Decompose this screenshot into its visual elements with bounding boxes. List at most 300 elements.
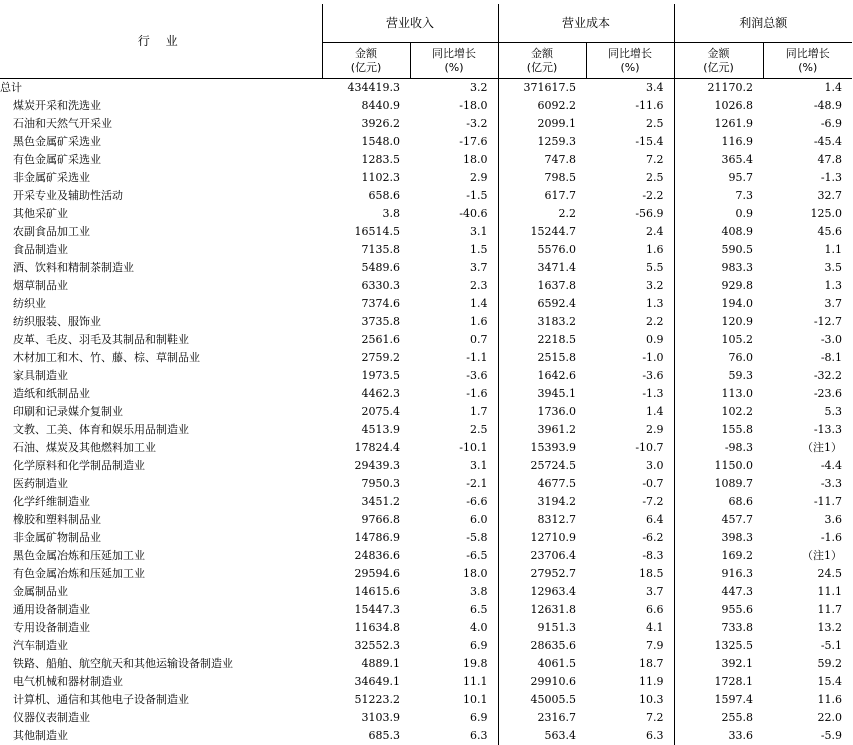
cost-growth-cell: -7.2 xyxy=(586,493,674,511)
table-row xyxy=(0,511,852,529)
profit-amount-cell: 457.7 xyxy=(721,513,754,526)
cost-amount-cell: 2099.1 xyxy=(537,117,577,130)
growth-label: 同比增长 xyxy=(432,46,476,60)
cost-growth-cell: 3.4 xyxy=(586,79,674,97)
industry-name-cell: 橡胶和塑料制品业 xyxy=(13,513,101,526)
profit-growth-cell: （注1） xyxy=(802,441,843,454)
revenue-amount-cell: 7135.8 xyxy=(361,243,400,256)
revenue-amount-cell: 434419.3 xyxy=(347,81,400,95)
revenue-growth-cell: -2.1 xyxy=(410,475,498,493)
cost-amount-cell: 3961.2 xyxy=(537,423,577,436)
revenue-amount-cell: 2075.4 xyxy=(361,405,400,418)
industry-name-cell: 非金属矿物制品业 xyxy=(13,531,101,544)
table-row xyxy=(0,565,852,583)
profit-growth-cell: -4.4 xyxy=(820,459,843,472)
revenue-amount-cell: 15447.3 xyxy=(354,603,400,616)
cost-amount-cell: 28635.6 xyxy=(530,639,577,652)
cost-amount-cell: 8312.7 xyxy=(537,513,577,526)
industry-name-cell: 造纸和纸制品业 xyxy=(13,387,90,400)
revenue-amount-cell: 1283.5 xyxy=(361,153,400,166)
revenue-amount-cell: 1102.3 xyxy=(361,171,400,184)
cost-growth-cell: 2.5 xyxy=(586,115,674,133)
industry-name-cell: 其他制造业 xyxy=(13,729,68,742)
table-row xyxy=(0,547,852,565)
table-row xyxy=(0,601,852,619)
industry-name-cell: 总计 xyxy=(0,81,22,95)
table-row xyxy=(0,133,852,151)
revenue-amount-cell: 17824.4 xyxy=(354,441,400,454)
profit-growth-cell: 32.7 xyxy=(817,189,843,202)
profit-growth-cell: 11.7 xyxy=(817,603,843,616)
cost-growth-cell: 4.1 xyxy=(586,619,674,637)
cost-growth-cell: -3.6 xyxy=(586,367,674,385)
cost-amount-cell: 9151.3 xyxy=(537,621,577,634)
profit-amount-cell: 7.3 xyxy=(735,189,754,202)
revenue-amount-cell: 1548.0 xyxy=(361,135,400,148)
cost-amount-cell: 371617.5 xyxy=(523,81,577,95)
profit-growth-cell: 13.2 xyxy=(817,621,843,634)
profit-growth-cell: -12.7 xyxy=(813,315,843,328)
amount-unit: (亿元) xyxy=(703,60,734,74)
amount-label: 金额 xyxy=(355,46,377,60)
table-row xyxy=(0,655,852,673)
industry-header: 行 业 xyxy=(0,4,322,79)
industry-name-cell: 其他采矿业 xyxy=(13,207,68,220)
revenue-growth-header xyxy=(410,43,498,79)
profit-growth-cell: 24.5 xyxy=(817,567,843,580)
profit-amount-cell: 983.3 xyxy=(721,261,754,274)
revenue-amount-cell: 14786.9 xyxy=(354,531,400,544)
profit-growth-cell: 11.6 xyxy=(817,693,843,706)
table-row xyxy=(0,457,852,475)
profit-amount-cell: 169.2 xyxy=(721,549,754,562)
cost-growth-cell: 3.0 xyxy=(586,457,674,475)
profit-amount-cell: 392.1 xyxy=(721,657,754,670)
table-row xyxy=(0,673,852,691)
cost-amount-cell: 1259.3 xyxy=(537,135,577,148)
profit-growth-cell: -48.9 xyxy=(813,99,843,112)
cost-growth-cell: -11.6 xyxy=(586,97,674,115)
table-row xyxy=(0,439,852,457)
profit-growth-cell: -3.3 xyxy=(820,477,843,490)
industry-name-cell: 医药制造业 xyxy=(13,477,68,490)
cost-amount-cell: 4061.5 xyxy=(537,657,577,670)
industry-name-cell: 皮革、毛皮、羽毛及其制品和制鞋业 xyxy=(13,333,189,346)
industry-name-cell: 汽车制造业 xyxy=(13,639,68,652)
revenue-amount-cell: 7374.6 xyxy=(361,297,400,310)
cost-growth-cell: 1.3 xyxy=(586,295,674,313)
profit-amount-cell: 95.7 xyxy=(728,171,754,184)
revenue-amount-cell: 29594.6 xyxy=(354,567,400,580)
cost-amount-cell: 2515.8 xyxy=(537,351,577,364)
table-row xyxy=(0,277,852,295)
table-row xyxy=(0,259,852,277)
cost-amount-cell: 29910.6 xyxy=(530,675,577,688)
cost-amount-cell: 4677.5 xyxy=(537,477,577,490)
profit-header: 利润总额 xyxy=(674,4,852,43)
table-row xyxy=(0,349,852,367)
cost-growth-cell: 6.6 xyxy=(586,601,674,619)
revenue-growth-cell: -18.0 xyxy=(410,97,498,115)
revenue-growth-cell: -3.2 xyxy=(410,115,498,133)
cost-amount-cell: 6092.2 xyxy=(537,99,577,112)
table-row xyxy=(0,421,852,439)
profit-amount-cell: 194.0 xyxy=(721,297,754,310)
profit-amount-cell: 120.9 xyxy=(721,315,754,328)
revenue-growth-cell: 6.0 xyxy=(410,511,498,529)
revenue-growth-cell: -6.6 xyxy=(410,493,498,511)
table-header xyxy=(0,4,852,79)
industry-name-cell: 黑色金属矿采选业 xyxy=(13,135,101,148)
cost-growth-cell: 18.7 xyxy=(586,655,674,673)
revenue-growth-cell: -3.6 xyxy=(410,367,498,385)
table-row xyxy=(0,619,852,637)
revenue-header: 营业收入 xyxy=(322,4,498,43)
growth-label: 同比增长 xyxy=(608,46,653,60)
profit-growth-cell: 1.3 xyxy=(824,279,843,292)
revenue-growth-cell: 6.5 xyxy=(410,601,498,619)
cost-growth-cell: 3.2 xyxy=(586,277,674,295)
profit-growth-cell: 3.6 xyxy=(824,513,843,526)
profit-growth-cell: -5.9 xyxy=(820,729,843,742)
revenue-growth-cell: 4.0 xyxy=(410,619,498,637)
growth-unit: (%) xyxy=(444,60,464,74)
revenue-growth-cell: 18.0 xyxy=(410,151,498,169)
cost-growth-cell: -2.2 xyxy=(586,187,674,205)
profit-growth-cell: -11.7 xyxy=(813,495,843,508)
revenue-growth-cell: 3.1 xyxy=(410,457,498,475)
cost-growth-cell: 6.3 xyxy=(586,727,674,745)
cost-growth-header xyxy=(586,43,674,79)
industry-name-cell: 金属制品业 xyxy=(13,585,68,598)
profit-amount-cell: 590.5 xyxy=(721,243,754,256)
profit-amount-cell: 1597.4 xyxy=(714,693,754,706)
revenue-amount-cell: 3926.2 xyxy=(361,117,400,130)
revenue-amount-cell: 2561.6 xyxy=(361,333,400,346)
industry-name-cell: 纺织服装、服饰业 xyxy=(13,315,101,328)
cost-growth-cell: -1.3 xyxy=(586,385,674,403)
profit-growth-cell: 15.4 xyxy=(817,675,843,688)
revenue-growth-cell: -1.6 xyxy=(410,385,498,403)
industry-name-cell: 有色金属冶炼和压延加工业 xyxy=(13,567,145,580)
industry-name-cell: 有色金属矿采选业 xyxy=(13,153,101,166)
profit-amount-header xyxy=(674,43,763,79)
revenue-growth-cell: 6.9 xyxy=(410,637,498,655)
table-row xyxy=(0,115,852,133)
industry-name-cell: 铁路、船舶、航空航天和其他运输设备制造业 xyxy=(13,657,233,670)
industry-name-cell: 石油、煤炭及其他燃料加工业 xyxy=(13,441,156,454)
profit-growth-cell: （注1） xyxy=(802,549,843,562)
table-row xyxy=(0,691,852,709)
cost-growth-cell: 7.2 xyxy=(586,709,674,727)
cost-amount-cell: 1736.0 xyxy=(537,405,577,418)
revenue-amount-cell: 16514.5 xyxy=(354,225,400,238)
revenue-amount-cell: 4889.1 xyxy=(361,657,400,670)
revenue-amount-cell: 14615.6 xyxy=(354,585,400,598)
profit-growth-cell: 47.8 xyxy=(817,153,843,166)
profit-amount-cell: 59.3 xyxy=(728,369,754,382)
revenue-growth-cell: 1.7 xyxy=(410,403,498,421)
revenue-growth-cell: 3.1 xyxy=(410,223,498,241)
growth-unit: (%) xyxy=(798,60,818,74)
industry-name-cell: 煤炭开采和洗选业 xyxy=(13,99,101,112)
table-row xyxy=(0,151,852,169)
profit-amount-cell: 1150.0 xyxy=(714,459,754,472)
profit-growth-cell: -1.6 xyxy=(820,531,843,544)
revenue-growth-cell: -10.1 xyxy=(410,439,498,457)
table-body xyxy=(0,79,852,745)
revenue-amount-cell: 3103.9 xyxy=(361,711,400,724)
profit-amount-cell: 408.9 xyxy=(721,225,754,238)
cost-growth-cell: -1.0 xyxy=(586,349,674,367)
industry-name-cell: 印刷和记录媒介复制业 xyxy=(13,405,123,418)
revenue-growth-cell: 3.2 xyxy=(410,79,498,97)
profit-growth-cell: 5.3 xyxy=(824,405,843,418)
revenue-amount-cell: 11634.8 xyxy=(354,621,400,634)
cost-growth-cell: -56.9 xyxy=(586,205,674,223)
industry-name-cell: 食品制造业 xyxy=(13,243,68,256)
revenue-growth-cell: 3.7 xyxy=(410,259,498,277)
profit-amount-cell: 76.0 xyxy=(728,351,754,364)
profit-growth-cell: -32.2 xyxy=(813,369,843,382)
profit-amount-cell: 21170.2 xyxy=(707,81,754,95)
table-row xyxy=(0,709,852,727)
cost-amount-cell: 1637.8 xyxy=(537,279,577,292)
profit-growth-cell: -6.9 xyxy=(820,117,843,130)
revenue-growth-cell: 3.8 xyxy=(410,583,498,601)
profit-growth-cell: -13.3 xyxy=(813,423,843,436)
profit-growth-cell: 11.1 xyxy=(817,585,843,598)
profit-amount-cell: 929.8 xyxy=(721,279,754,292)
table-row xyxy=(0,637,852,655)
profit-amount-cell: 68.6 xyxy=(728,495,754,508)
cost-amount-cell: 3183.2 xyxy=(537,315,577,328)
profit-growth-cell: -8.1 xyxy=(820,351,843,364)
amount-unit: (亿元) xyxy=(526,60,558,74)
cost-amount-cell: 12710.9 xyxy=(530,531,577,544)
cost-growth-cell: -0.7 xyxy=(586,475,674,493)
cost-amount-cell: 45005.5 xyxy=(530,693,577,706)
cost-amount-cell: 2.2 xyxy=(558,207,577,220)
cost-growth-cell: 2.5 xyxy=(586,169,674,187)
cost-growth-cell: 1.4 xyxy=(586,403,674,421)
cost-amount-cell: 2218.5 xyxy=(537,333,577,346)
cost-amount-header xyxy=(498,43,586,79)
cost-header: 营业成本 xyxy=(498,4,674,43)
profit-amount-cell: 1728.1 xyxy=(714,675,754,688)
profit-amount-cell: 365.4 xyxy=(721,153,754,166)
revenue-growth-cell: -1.1 xyxy=(410,349,498,367)
amount-label: 金额 xyxy=(531,46,554,60)
profit-amount-cell: 105.2 xyxy=(721,333,754,346)
revenue-growth-cell: -40.6 xyxy=(410,205,498,223)
revenue-growth-cell: -5.8 xyxy=(410,529,498,547)
industry-name-cell: 文教、工美、体育和娱乐用品制造业 xyxy=(13,423,189,436)
profit-amount-cell: 1261.9 xyxy=(714,117,754,130)
growth-label: 同比增长 xyxy=(785,46,830,60)
table-row xyxy=(0,493,852,511)
table-row xyxy=(0,385,852,403)
revenue-amount-cell: 3.8 xyxy=(382,207,400,220)
profit-amount-cell: 255.8 xyxy=(721,711,754,724)
cost-amount-cell: 25724.5 xyxy=(530,459,577,472)
profit-growth-cell: 1.4 xyxy=(824,81,843,95)
revenue-growth-cell: 1.5 xyxy=(410,241,498,259)
profit-amount-cell: 447.3 xyxy=(721,585,754,598)
revenue-amount-header xyxy=(322,43,410,79)
industry-name-cell: 石油和天然气开采业 xyxy=(13,117,112,130)
cost-growth-cell: -10.7 xyxy=(586,439,674,457)
industry-name-cell: 化学原料和化学制品制造业 xyxy=(13,459,145,472)
industry-name-cell: 电气机械和器材制造业 xyxy=(13,675,123,688)
cost-growth-cell: 3.7 xyxy=(586,583,674,601)
revenue-amount-cell: 32552.3 xyxy=(354,639,400,652)
table-row xyxy=(0,331,852,349)
revenue-growth-cell: 0.7 xyxy=(410,331,498,349)
profit-growth-cell: 45.6 xyxy=(817,225,843,238)
cost-growth-cell: 2.9 xyxy=(586,421,674,439)
cost-growth-cell: -6.2 xyxy=(586,529,674,547)
industry-name-cell: 黑色金属冶炼和压延加工业 xyxy=(13,549,145,562)
profit-amount-cell: 33.6 xyxy=(728,729,754,742)
profit-amount-cell: 955.6 xyxy=(721,603,754,616)
table-row xyxy=(0,295,852,313)
cost-growth-cell: 2.4 xyxy=(586,223,674,241)
profit-growth-cell: -5.1 xyxy=(820,639,843,652)
industry-name-cell: 家具制造业 xyxy=(13,369,68,382)
table-row xyxy=(0,313,852,331)
cost-amount-cell: 27952.7 xyxy=(530,567,577,580)
profit-growth-cell: 59.2 xyxy=(817,657,843,670)
revenue-amount-cell: 6330.3 xyxy=(361,279,400,292)
profit-growth-cell: 1.1 xyxy=(824,243,843,256)
cost-growth-cell: -15.4 xyxy=(586,133,674,151)
revenue-growth-cell: -1.5 xyxy=(410,187,498,205)
profit-amount-cell: 102.2 xyxy=(721,405,754,418)
profit-amount-cell: 116.9 xyxy=(721,135,754,148)
industry-name-cell: 烟草制品业 xyxy=(13,279,68,292)
revenue-amount-cell: 8440.9 xyxy=(361,99,400,112)
industry-name-cell: 通用设备制造业 xyxy=(13,603,90,616)
profit-amount-cell: -98.3 xyxy=(724,441,754,454)
industry-name-cell: 仪器仪表制造业 xyxy=(13,711,90,724)
revenue-amount-cell: 9766.8 xyxy=(361,513,400,526)
industry-name-cell: 开采专业及辅助性活动 xyxy=(13,189,123,202)
profit-growth-cell: -3.0 xyxy=(820,333,843,346)
revenue-amount-cell: 3735.8 xyxy=(361,315,400,328)
cost-amount-cell: 12631.8 xyxy=(530,603,577,616)
industry-name-cell: 专用设备制造业 xyxy=(13,621,90,634)
revenue-growth-cell: 2.5 xyxy=(410,421,498,439)
cost-amount-cell: 15393.9 xyxy=(530,441,577,454)
revenue-growth-cell: 6.9 xyxy=(410,709,498,727)
revenue-growth-cell: 1.6 xyxy=(410,313,498,331)
industry-name-cell: 木材加工和木、竹、藤、棕、草制品业 xyxy=(13,351,200,364)
revenue-amount-cell: 4462.3 xyxy=(361,387,400,400)
revenue-amount-cell: 24836.6 xyxy=(354,549,400,562)
revenue-amount-cell: 658.6 xyxy=(368,189,400,202)
profit-growth-cell: -1.3 xyxy=(820,171,843,184)
cost-amount-cell: 617.7 xyxy=(544,189,577,202)
profit-growth-cell: 22.0 xyxy=(817,711,843,724)
profit-amount-cell: 113.0 xyxy=(721,387,754,400)
revenue-growth-cell: 10.1 xyxy=(410,691,498,709)
profit-amount-cell: 155.8 xyxy=(721,423,754,436)
profit-growth-cell: -45.4 xyxy=(813,135,843,148)
cost-amount-cell: 1642.6 xyxy=(537,369,577,382)
profit-amount-cell: 1026.8 xyxy=(714,99,754,112)
table-row xyxy=(0,187,852,205)
profit-growth-header xyxy=(763,43,852,79)
profit-amount-cell: 733.8 xyxy=(721,621,754,634)
industry-name-cell: 农副食品加工业 xyxy=(13,225,90,238)
cost-growth-cell: 1.6 xyxy=(586,241,674,259)
profit-amount-cell: 0.9 xyxy=(735,207,754,220)
revenue-growth-cell: 2.3 xyxy=(410,277,498,295)
industry-name-cell: 化学纤维制造业 xyxy=(13,495,90,508)
cost-growth-cell: 2.2 xyxy=(586,313,674,331)
revenue-amount-cell: 34649.1 xyxy=(354,675,400,688)
cost-growth-cell: 7.2 xyxy=(586,151,674,169)
industry-name-cell: 纺织业 xyxy=(13,297,46,310)
table-row xyxy=(0,727,852,745)
revenue-amount-cell: 3451.2 xyxy=(361,495,400,508)
cost-growth-cell: 6.4 xyxy=(586,511,674,529)
cost-amount-cell: 15244.7 xyxy=(530,225,577,238)
cost-growth-cell: -8.3 xyxy=(586,547,674,565)
industry-name-cell: 酒、饮料和精制茶制造业 xyxy=(13,261,134,274)
cost-amount-cell: 798.5 xyxy=(544,171,577,184)
profit-growth-cell: -23.6 xyxy=(813,387,843,400)
revenue-growth-cell: -6.5 xyxy=(410,547,498,565)
cost-growth-cell: 10.3 xyxy=(586,691,674,709)
cost-amount-cell: 563.4 xyxy=(544,729,577,742)
cost-amount-cell: 3194.2 xyxy=(537,495,577,508)
profit-growth-cell: 3.7 xyxy=(824,297,843,310)
cost-amount-cell: 5576.0 xyxy=(537,243,577,256)
cost-growth-cell: 18.5 xyxy=(586,565,674,583)
table-row xyxy=(0,205,852,223)
cost-growth-cell: 0.9 xyxy=(586,331,674,349)
industry-name-cell: 非金属矿采选业 xyxy=(13,171,90,184)
profit-amount-cell: 916.3 xyxy=(721,567,754,580)
profit-growth-cell: 3.5 xyxy=(824,261,843,274)
total-row xyxy=(0,79,852,97)
revenue-amount-cell: 5489.6 xyxy=(361,261,400,274)
revenue-amount-cell: 51223.2 xyxy=(354,693,400,706)
revenue-growth-cell: 11.1 xyxy=(410,673,498,691)
revenue-growth-cell: 2.9 xyxy=(410,169,498,187)
table-row xyxy=(0,475,852,493)
industry-statistics-table xyxy=(0,4,852,745)
table-row xyxy=(0,529,852,547)
table-row xyxy=(0,367,852,385)
revenue-amount-cell: 1973.5 xyxy=(361,369,400,382)
table-row xyxy=(0,241,852,259)
revenue-growth-cell: 1.4 xyxy=(410,295,498,313)
table-row xyxy=(0,223,852,241)
table-row xyxy=(0,169,852,187)
cost-amount-cell: 2316.7 xyxy=(537,711,577,724)
revenue-amount-cell: 7950.3 xyxy=(361,477,400,490)
profit-amount-cell: 1325.5 xyxy=(714,639,754,652)
cost-growth-cell: 7.9 xyxy=(586,637,674,655)
revenue-growth-cell: -17.6 xyxy=(410,133,498,151)
profit-amount-cell: 1089.7 xyxy=(714,477,754,490)
cost-amount-cell: 747.8 xyxy=(544,153,577,166)
revenue-amount-cell: 29439.3 xyxy=(354,459,400,472)
cost-amount-cell: 12963.4 xyxy=(530,585,577,598)
